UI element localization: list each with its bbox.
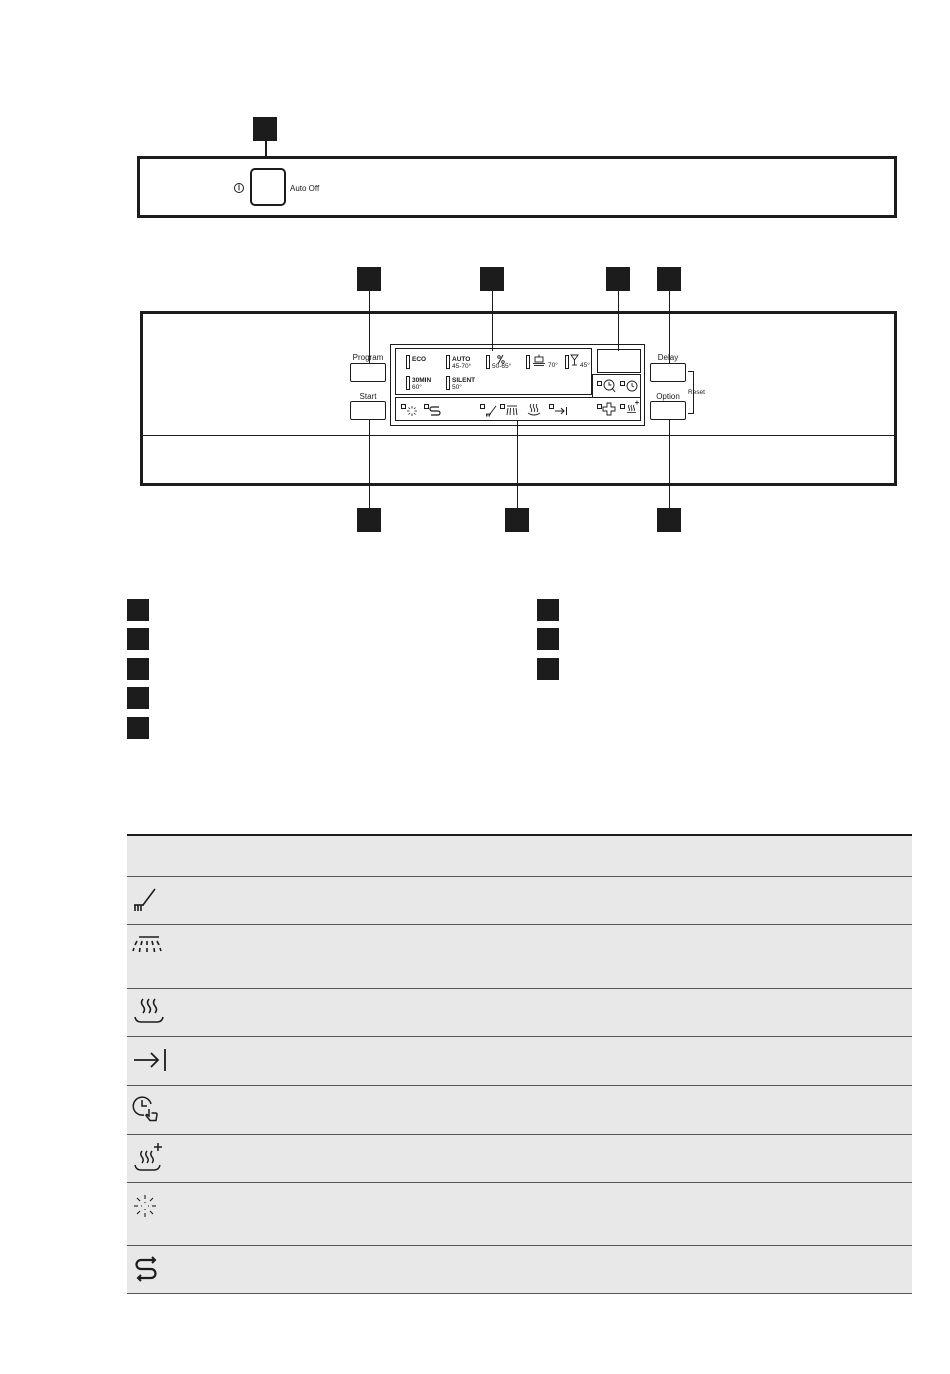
legend-badge-4 bbox=[127, 687, 149, 709]
callout-line-option bbox=[669, 420, 670, 508]
legend-badge-2 bbox=[127, 628, 149, 650]
auto-off-label: Auto Off bbox=[290, 184, 320, 193]
pot-icon bbox=[533, 353, 545, 371]
program-temp-silent: 50° bbox=[452, 384, 462, 391]
callout-line-indicators bbox=[517, 421, 518, 508]
legend-badge-3 bbox=[127, 658, 149, 680]
program-name-silent: SILENT bbox=[452, 377, 476, 384]
program-name-auto: AUTO bbox=[452, 356, 471, 363]
rinse-aid-icon bbox=[132, 1193, 158, 1224]
program-label: Program bbox=[352, 353, 384, 362]
callout-badge-top bbox=[253, 117, 277, 141]
program-indicator-auto bbox=[446, 355, 450, 369]
wine-glass-icon bbox=[570, 353, 579, 371]
callout-badge-delay bbox=[657, 267, 681, 291]
program-indicator-pot bbox=[526, 355, 530, 369]
program-temp-glass: 50-65° bbox=[492, 363, 512, 370]
delay-label: Delay bbox=[657, 353, 679, 362]
panel-divider bbox=[143, 435, 894, 436]
option-button[interactable] bbox=[650, 401, 686, 420]
delay-clock-icon bbox=[132, 1095, 164, 1128]
extra-dry-icon bbox=[132, 1141, 166, 1178]
callout-badge-option bbox=[657, 508, 681, 532]
extra-dry-icon bbox=[626, 400, 640, 419]
timer-icon bbox=[626, 379, 638, 397]
callout-line-start bbox=[369, 420, 370, 508]
program-indicator-30min bbox=[406, 376, 410, 390]
option-label: Option bbox=[656, 392, 680, 401]
table-row-extra-dry bbox=[127, 1134, 912, 1182]
callout-line-digital-display bbox=[618, 291, 619, 351]
program-button[interactable] bbox=[350, 363, 386, 382]
spray-icon bbox=[132, 935, 166, 966]
table-row-end bbox=[127, 1036, 912, 1085]
program-name-eco: ECO bbox=[412, 356, 427, 363]
callout-badge-program bbox=[357, 267, 381, 291]
callout-line-display bbox=[492, 291, 493, 351]
program-indicator-glass bbox=[486, 355, 490, 369]
callout-badge-digital-display bbox=[606, 267, 630, 291]
callout-badge-start bbox=[357, 508, 381, 532]
delay-indicator bbox=[597, 381, 602, 386]
power-button[interactable] bbox=[250, 168, 286, 206]
table-header-row bbox=[127, 836, 912, 876]
timer-indicator bbox=[620, 381, 625, 386]
end-icon bbox=[132, 1047, 168, 1078]
start-button[interactable] bbox=[350, 401, 386, 420]
legend-badge-7 bbox=[537, 628, 559, 650]
salt-icon bbox=[429, 404, 441, 422]
callout-badge-display bbox=[480, 267, 504, 291]
program-temp-pot: 70° bbox=[548, 362, 558, 369]
program-temp-auto: 45-70° bbox=[452, 363, 472, 370]
drying-icon bbox=[527, 403, 541, 421]
callout-badge-indicators bbox=[505, 508, 529, 532]
drying-icon bbox=[132, 997, 166, 1030]
table-row-rinse-aid bbox=[127, 1182, 912, 1245]
legend-badge-6 bbox=[537, 599, 559, 621]
program-name-30min: 30MIN bbox=[412, 377, 432, 384]
table-row-delay bbox=[127, 1085, 912, 1134]
program-temp-wine: 45° bbox=[580, 362, 590, 369]
top-panel bbox=[137, 156, 897, 218]
digital-display bbox=[597, 349, 641, 373]
table-row-drying bbox=[127, 988, 912, 1036]
program-indicator-silent bbox=[446, 376, 450, 390]
table-row-brush bbox=[127, 876, 912, 924]
plus-icon bbox=[602, 402, 616, 421]
power-icon bbox=[233, 181, 245, 199]
program-indicator-eco bbox=[406, 355, 410, 369]
start-label: Start bbox=[359, 392, 377, 401]
reset-label: Reset bbox=[688, 389, 705, 396]
program-temp-30min: 60° bbox=[412, 384, 422, 391]
legend-badge-1 bbox=[127, 599, 149, 621]
delay-clock-icon bbox=[603, 379, 617, 398]
rinse-aid-icon bbox=[406, 404, 418, 422]
brush-icon bbox=[485, 404, 497, 422]
program-indicator-wine bbox=[565, 355, 569, 369]
brush-icon bbox=[132, 887, 158, 918]
table-row-salt bbox=[127, 1245, 912, 1294]
legend-badge-8 bbox=[537, 658, 559, 680]
salt-icon bbox=[132, 1256, 160, 1287]
extra-dry-indicator bbox=[620, 404, 625, 409]
end-icon bbox=[554, 404, 568, 422]
table-row-spray bbox=[127, 924, 912, 988]
delay-button[interactable] bbox=[650, 363, 686, 382]
spray-icon bbox=[505, 404, 519, 422]
legend-badge-5 bbox=[127, 717, 149, 739]
